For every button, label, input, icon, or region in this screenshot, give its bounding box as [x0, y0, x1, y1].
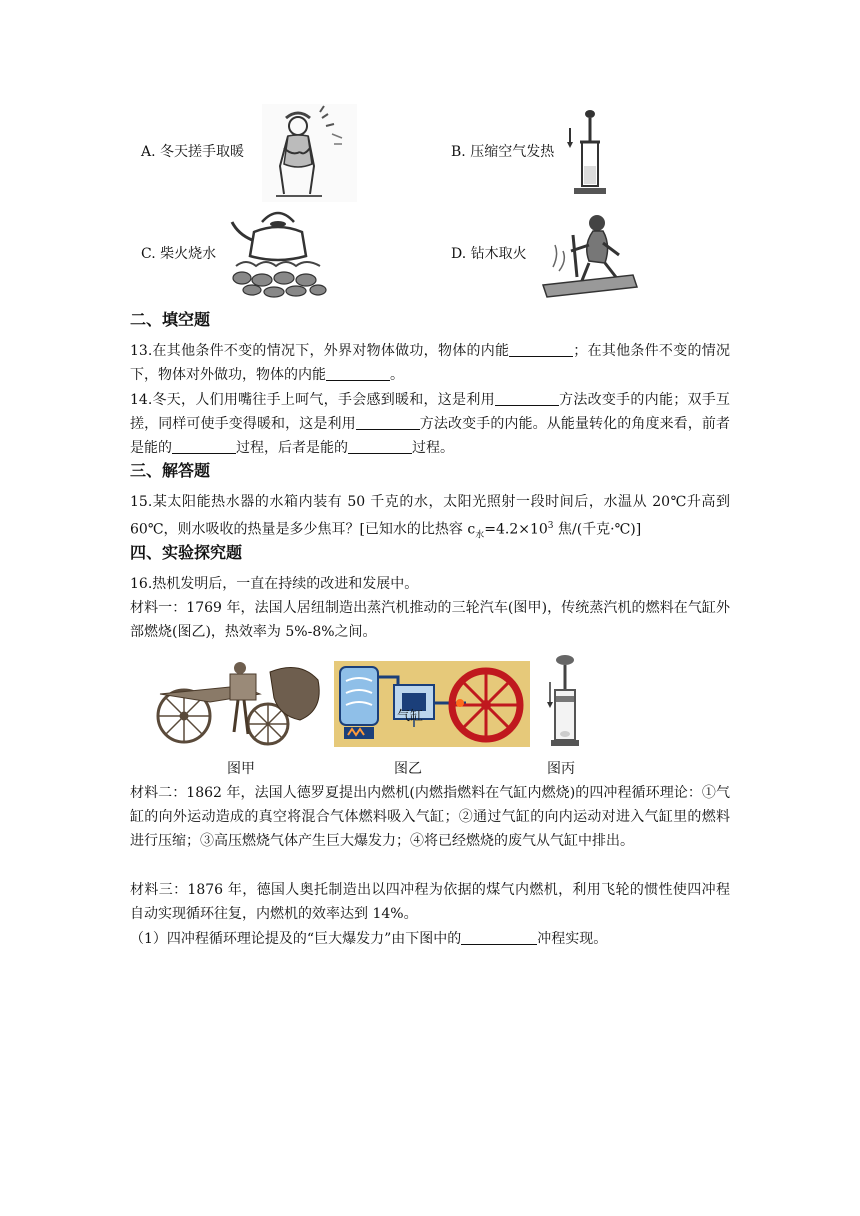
q15-subscript: 水: [475, 530, 485, 541]
question-13: [130, 339, 730, 387]
option-a-image: [262, 104, 357, 202]
q14-text-4: 过程，后者是能的: [236, 440, 348, 456]
q14-text-3: 方法改变手的内能。从能量转化的角度来看，前者是能的: [130, 416, 731, 456]
steam-tricycle-icon: [140, 654, 328, 750]
option-b-label: B. 压缩空气发热: [451, 144, 555, 160]
q13-blank-2[interactable]: [326, 366, 390, 381]
q14-text-5: 过程。: [412, 440, 454, 456]
q14-text-1: 14.冬天，人们用嘴往手上呵气，手会感到暖和，这是利用: [130, 392, 495, 408]
q14-text-2: 方法改变手的内能；双手互搓，同样可使手变得暖和，这是利用: [130, 392, 731, 432]
option-d-label: D. 钻木取火: [451, 246, 527, 262]
external-combustion-engine-icon: [334, 661, 530, 747]
material-2: 材料二：1862 年，法国人德罗夏提出内燃机(内燃指燃料在气缸内燃烧)的四冲程循环理论：①气缸的向外运动造成的真空将混合气体燃料吸入气缸；②通过气缸的向内运动对进入气缸里的燃料进行压缩；③高压燃烧气体产生巨大爆发力；④将已经燃烧的废气从气缸中排出。: [130, 785, 730, 849]
option-c-label: C. 柴火烧水: [141, 246, 217, 262]
q14-blank-1[interactable]: [495, 391, 559, 406]
section-experiment-heading: 四、实验探究题: [130, 543, 243, 562]
question-15: [130, 490, 730, 547]
q15-text-1: 15.某太阳能热水器的水箱内装有 50 千克的水，太阳光照射一段时间后，水温从 20℃升高到 60℃，则水吸收的热量是多少焦耳？[已知水的比热容 c: [130, 494, 730, 538]
q14-blank-2[interactable]: [356, 415, 420, 430]
q16-sub1-blank[interactable]: [461, 930, 537, 945]
person-rubbing-hands-icon: [262, 104, 357, 202]
q14-blank-3[interactable]: [172, 439, 236, 454]
material-3: 材料三：1876 年，德国人奥托制造出以四冲程为依据的煤气内燃机，利用飞轮的惯性使四冲程自动实现循环往复，内燃机的效率达到 14%。: [130, 882, 730, 922]
q16-sub1-text-1: （1）四冲程循环理论提及的“巨大爆发力”由下图中的: [130, 931, 462, 947]
cylinder-label: 气缸: [397, 709, 424, 724]
syringe-compression-icon: [566, 106, 608, 200]
option-a-label: A. 冬天搓手取暖: [141, 144, 245, 160]
figure-jia-caption: 图甲: [227, 761, 255, 777]
question-16-intro: 16.热机发明后，一直在持续的改进和发展中。: [130, 576, 419, 592]
option-c-image: [226, 204, 331, 300]
option-d-image: [533, 205, 645, 301]
kettle-on-fire-icon: [226, 204, 331, 300]
figure-jia-image: [140, 654, 328, 750]
question-14: [130, 388, 730, 460]
drilling-wood-fire-icon: [533, 205, 645, 301]
q15-text-3: 焦/(千克·℃)]: [553, 521, 642, 538]
q13-text-3: 。: [390, 367, 404, 383]
material-1: 材料一：1769 年，法国人居纽制造出蒸汽机推动的三轮汽车(图甲)，传统蒸汽机的燃料在气缸外部燃烧(图乙)，热效率为 5%-8%之间。: [130, 600, 730, 640]
section-fill-heading: 二、填空题: [130, 310, 211, 329]
section-answer-heading: 三、解答题: [130, 461, 211, 480]
q14-blank-4[interactable]: [348, 439, 412, 454]
q13-text-1: 13.在其他条件不变的情况下，外界对物体做功，物体的内能: [130, 343, 510, 359]
q15-superscript: 3: [547, 521, 554, 531]
option-b-image: [566, 106, 608, 200]
q13-blank-1[interactable]: [509, 342, 573, 357]
figure-yi-image: [334, 661, 530, 747]
cylinder-piston-icon: [547, 652, 583, 748]
question-16-sub-1: [130, 927, 607, 951]
q15-text-2: =4.2×10: [484, 521, 548, 538]
figure-bing-caption: 图丙: [547, 761, 575, 777]
figure-yi-caption: 图乙: [394, 761, 422, 777]
figure-bing-image: [547, 652, 583, 748]
q16-sub1-text-2: 冲程实现。: [537, 931, 608, 947]
q13-text-2: ；在其他条件不变的情况下，物体对外做功，物体的内能: [130, 343, 731, 383]
